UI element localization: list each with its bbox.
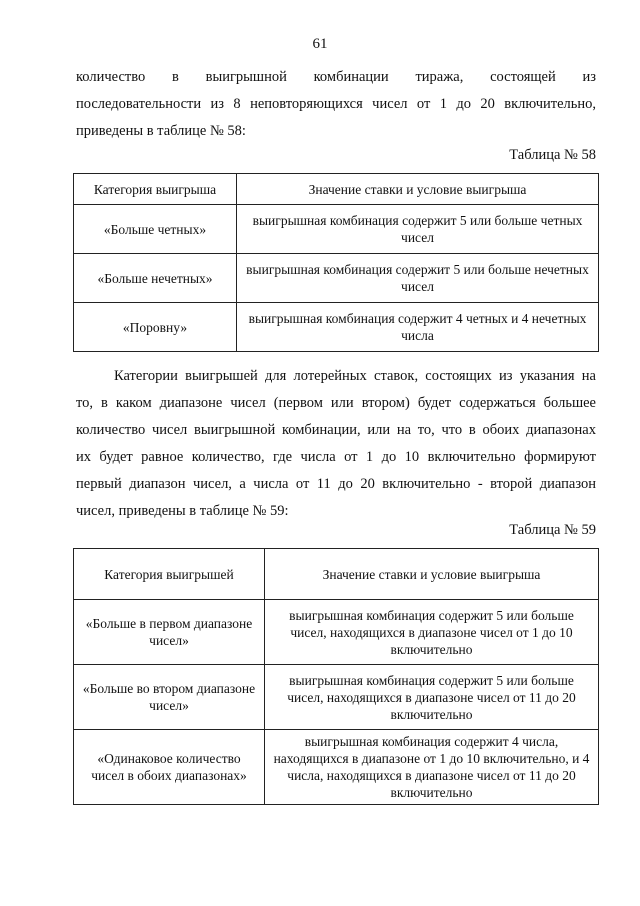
body-paragraph (76, 363, 596, 525)
paragraph-line: первый диапазон чисел, а числа от 11 до 20 включительно - второй диапазон (76, 476, 596, 492)
condition-cell: выигрышная комбинация содержит 4 числа, находящихся в диапазоне от 1 до 10 включительно, и 4 числа, находящихся в диапазоне чисел от 11 до 20 включительно (265, 730, 599, 805)
intro-line: приведены в таблице № 58: (76, 123, 246, 139)
table-header-cell: Категория выигрыша (74, 174, 237, 205)
table-58-caption: Таблица № 58 (509, 147, 596, 163)
category-cell: «Поровну» (74, 303, 237, 352)
table-header-row (74, 549, 599, 600)
category-cell: «Больше нечетных» (74, 254, 237, 303)
table-header-cell: Значение ставки и условие выигрыша (265, 549, 599, 600)
page-number: 61 (312, 36, 328, 52)
condition-cell: выигрышная комбинация содержит 5 или больше чисел, находящихся в диапазоне чисел от 11 до 20 включительно (265, 665, 599, 730)
paragraph-line: чисел, приведены в таблице № 59: (76, 503, 289, 519)
paragraph-line: количество чисел выигрышной комбинации, или на то, что в обоих диапазонах (76, 422, 596, 438)
condition-cell: выигрышная комбинация содержит 5 или больше нечетных чисел (237, 254, 599, 303)
table-header-row (74, 174, 599, 205)
table-58 (73, 173, 599, 352)
table-row (74, 665, 599, 730)
condition-cell: выигрышная комбинация содержит 5 или больше четных чисел (237, 205, 599, 254)
category-cell: «Одинаковое количество чисел в обоих диапазонах» (74, 730, 265, 805)
table-59-caption: Таблица № 59 (509, 522, 596, 538)
category-cell: «Больше четных» (74, 205, 237, 254)
table-row (74, 303, 599, 352)
table-row (74, 730, 599, 805)
category-cell: «Больше в первом диапазоне чисел» (74, 600, 265, 665)
table-row (74, 254, 599, 303)
table-59 (73, 548, 599, 805)
intro-paragraph (76, 64, 596, 145)
intro-line: последовательности из 8 неповторяющихся чисел от 1 до 20 включительно, (76, 96, 596, 112)
table-header-cell: Категория выигрышей (74, 549, 265, 600)
paragraph-line: их будет равное количество, где числа от 1 до 10 включительно формируют (76, 449, 596, 465)
condition-cell: выигрышная комбинация содержит 5 или больше чисел, находящихся в диапазоне чисел от 1 до 10 включительно (265, 600, 599, 665)
table-row (74, 205, 599, 254)
paragraph-line: Категории выигрышей для лотерейных ставок, состоящих из указания на (114, 368, 596, 384)
category-cell: «Больше во втором диапазоне чисел» (74, 665, 265, 730)
table-row (74, 600, 599, 665)
intro-line: количество в выигрышной комбинации тиража, состоящей из (76, 69, 596, 85)
paragraph-line: то, в каком диапазоне чисел (первом или втором) будет содержаться большее (76, 395, 596, 411)
condition-cell: выигрышная комбинация содержит 4 четных и 4 нечетных числа (237, 303, 599, 352)
table-header-cell: Значение ставки и условие выигрыша (237, 174, 599, 205)
